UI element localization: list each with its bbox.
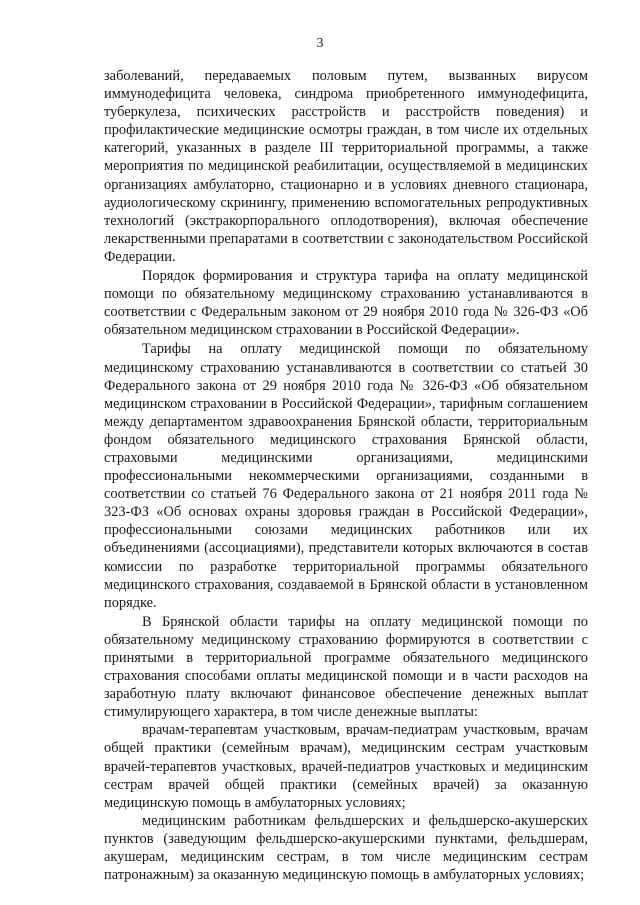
paragraph-tariff-establishment: Тарифы на оплату медицинской помощи по обязательному медицинскому страхованию устанавливаются в соответствии со статьей 30 Федерального закона от 29 ноября 2010 года № 326-ФЗ «Об обязательном медицинском страховании в Российской Федерации», тарифным соглашением между департаментом здравоохранения Брянской области, территориальным фондом обязательного медицинского страхования Брянской области, страховыми медицинскими организациями, медицинскими профессиональными некоммерческими организациями, созданными в соответствии со статьей 76 Федерального закона от 21 ноября 2011 года № 323-ФЗ «Об основах охраны здоровья граждан в Российской Федерации», профессиональными союзами медицинских работников или их объединениями (ассоциациями), представители которых включаются в состав комиссии по разработке территориальной программы обязательного медицинского страхования, создаваемой в Брянской области в установленном порядке. xyxy=(104,341,588,611)
list-item-district-physicians: врачам-терапевтам участковым, врачам-педиатрам участковым, врачам общей практики (семейным врачам), медицинским сестрам участковым врачей-терапевтов участковых, врачей-педиатров участковых и медицинским сестрам врачей общей практики (семейных врачей) за оказанную медицинскую помощь в амбулаторных условиях; xyxy=(104,722,588,811)
paragraph-bryansk-tariffs: В Брянской области тарифы на оплату медицинской помощи по обязательному медицинскому страхованию формируются в соответствии с принятыми в территориальной программе обязательного медицинского страхования способами оплаты медицинской помощи и в части расходов на заработную плату включают финансовое обеспечение денежных выплат стимулирующего характера, в том числе денежные выплаты: xyxy=(104,613,588,721)
document-body xyxy=(104,67,588,884)
list-item-feldsher-workers: медицинским работникам фельдшерских и фельдшерско-акушерских пунктов (заведующим фельдшерско-акушерскими пунктами, фельдшерам, акушерам, медицинским сестрам, в том числе медицинским сестрам патронажным) за оказанную медицинскую помощь в амбулаторных условиях; xyxy=(104,812,588,884)
paragraph-tariff-structure: Порядок формирования и структура тарифа на оплату медицинской помощи по обязательному медицинскому страхованию устанавливаются в соответствии с Федеральным законом от 29 ноября 2010 года № 326-ФЗ «Об обязательном медицинском страховании в Российской Федерации». xyxy=(104,268,588,339)
page-number: 3 xyxy=(316,36,324,51)
paragraph-continuation: заболеваний, передаваемых половым путем, вызванных вирусом иммунодефицита человека, синдрома приобретенного иммунодефицита, туберкулеза, психических расстройств и расстройств поведения) и профилактические медицинские осмотры граждан, в том числе их отдельных категорий, указанных в разделе III территориальной программы, а также мероприятия по медицинской реабилитации, осуществляемой в медицинских организациях амбулаторно, стационарно и в условиях дневного стационара, аудиологическому скринингу, применению вспомогательных репродуктивных технологий (экстракорпорального оплодотворения), включая обеспечение лекарственными препаратами в соответствии с законодательством Российской Федерации. xyxy=(104,68,588,265)
